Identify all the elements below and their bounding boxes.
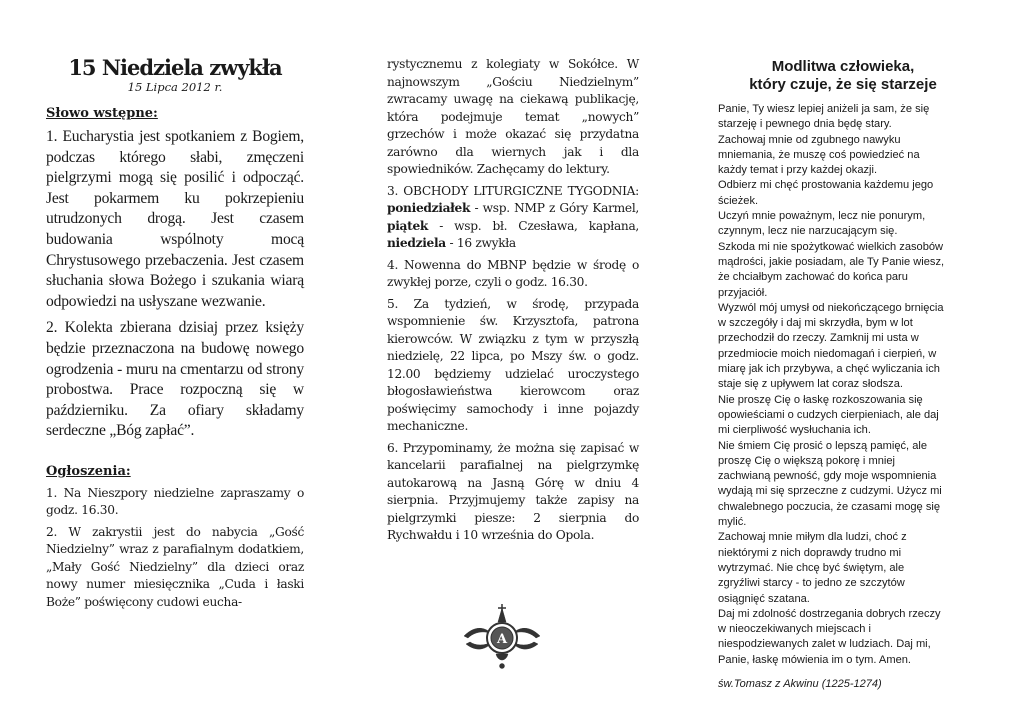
announcement-4: 4. Nowenna do MBNP będzie w środę o zwykłej porze, czyli o godz. 16.30. bbox=[387, 257, 639, 289]
prayer-line: niektórymi z nich doprawdy trudno mi bbox=[718, 546, 902, 559]
day-sunday: niedziela bbox=[387, 236, 446, 250]
prayer-line: w szczegóły i daj mi skrzydła, bym w lot bbox=[718, 317, 913, 330]
prayer-line: przyjaciół. bbox=[718, 286, 768, 299]
prayer-line: mniemania, że muszę coś powiedzieć na bbox=[718, 148, 920, 161]
day-friday: piątek bbox=[387, 218, 429, 233]
intro-paragraph-2: 2. Kolekta zbierana dzisiaj przez księży będzie przeznaczona na budowę nowego ogrodzenia - muru na cmentarzu od strony probostwa. Prace rozpoczną się w październiku. Za ofiary składamy serdeczne „Bóg zapłać”. bbox=[46, 319, 304, 440]
prayer-line: przedmiocie moich niedomagań i cierpień, w bbox=[718, 347, 937, 360]
intro-heading: Słowo wstępne: bbox=[46, 106, 158, 121]
announcement-6: 6. Przypominamy, że można się zapisać w kancelarii parafialnej na pielgrzymkę autokarową na Jasną Górę w dniu 4 sierpnia. Przyjmujemy także zapisy na pielgrzymki piesze: 2 sierpnia do Rychwałdu i 10 września do Opola. bbox=[387, 440, 639, 542]
liturgy-heading: 3. OBCHODY LITURGICZNE TYGODNIA: bbox=[387, 183, 639, 198]
prayer-line: zgryźliwi starcy - to jedno ze szczytów bbox=[718, 577, 905, 590]
prayer-author: św.Tomasz z Akwinu (1225-1274) bbox=[718, 677, 882, 690]
prayer-line: wytrzymać. Nie chcę być świętym, ale bbox=[718, 561, 905, 574]
prayer-line: mylić. bbox=[718, 516, 747, 529]
announcement-2: 2. W zakrystii jest do nabycia „Gość Niedzielny” wraz z parafialnym dodatkiem, „Mały Gość Niedzielny” dla dzieci oraz nowy numer miesięcznika „Cuda i łaski Boże” poświęcony cudowi eucha- bbox=[46, 524, 304, 609]
left-column bbox=[46, 56, 304, 615]
prayer-line: staje się z upływem lat coraz słodsza. bbox=[718, 378, 903, 391]
day-monday: poniedziałek bbox=[387, 201, 471, 215]
right-column bbox=[718, 58, 968, 690]
announcements-heading: Ogłoszenia: bbox=[46, 463, 131, 479]
page-title: 15 Niedziela zwykła bbox=[68, 55, 282, 80]
prayer-line: Nie proszę Cię o łaskę rozkoszowania się bbox=[718, 393, 923, 406]
prayer-line: każdy temat i przy każdej okazji. bbox=[718, 164, 878, 177]
prayer-line: Daj mi zdolność dostrzegania dobrych rzeczy bbox=[718, 607, 941, 620]
page-date: 15 Lipca 2012 r. bbox=[127, 80, 223, 94]
prayer-line: opowieściami o cudzych cierpieniach, ale daj bbox=[718, 408, 939, 421]
prayer-title bbox=[718, 58, 968, 94]
svg-text:A: A bbox=[496, 632, 508, 647]
prayer-line: czynnym, lecz nie narzucającym się. bbox=[718, 225, 898, 238]
intro-paragraph-1: 1. Eucharystia jest spotkaniem z Bogiem, podczas którego słabi, zmęczeni pielgrzymi mogą się posilić i odpocząć. Jest pokarmem ku pokrzepieniu utrudzonych drogą. Jest czasem budowania wspólnoty mocą Chrystusowego przebaczenia. Jest czasem słuchania słowa Bożego i szukania wiarą odpowiedzi na usłyszane wezwanie. bbox=[46, 128, 304, 310]
prayer-line: ścieżek. bbox=[718, 194, 759, 207]
friday-text: - wsp. bł. Czesława, kapłana, bbox=[428, 218, 639, 233]
prayer-line: w nieoczekiwanych miejscach i bbox=[718, 623, 871, 636]
prayer-line: niespodziewanych zalet w ludziach. Daj mi, bbox=[718, 638, 931, 651]
prayer-title-line-2: który czuje, że się starzeje bbox=[749, 76, 937, 93]
prayer-line: Zachowaj mnie miłym dla ludzi, choć z bbox=[718, 531, 907, 544]
announcement-5: 5. Za tydzień, w środę, przypada wspomnienie św. Krzysztofa, patrona kierowców. W związku z tym w przyszłą niedzielę, 22 lipca, po Mszy św. o godz. 12.00 będziemy udzielać uroczystego błogosławieństwa kierowcom oraz poświęcimy samochody i inne pojazdy mechaniczne. bbox=[387, 296, 639, 433]
sunday-text: - 16 zwykła bbox=[445, 236, 516, 250]
prayer-line: przechodził do rzeczy. Zamknij mi usta w bbox=[718, 332, 919, 345]
prayer-line: mądrości, jakie posiadam, ale Ty Panie wiesz, bbox=[718, 255, 945, 268]
prayer-line: Nie śmiem Cię prosić o lepszą pamięć, ale bbox=[718, 439, 928, 452]
prayer-line: Panie, łaskę mówienia im o tym. Amen. bbox=[718, 653, 911, 666]
prayer-line: proszę Cię o większą pokorę i mniej bbox=[718, 454, 895, 467]
prayer-line: starzeję i pewnego dnia będę stary. bbox=[718, 118, 892, 131]
prayer-line: zachwianą pewność, gdy moje wspomnienia bbox=[718, 470, 937, 483]
prayer-line: chwalebnego poczucia, że czasami mogę się bbox=[718, 500, 940, 513]
prayer-line: osiągnięć szatana. bbox=[718, 592, 810, 605]
prayer-line: Uczyń mnie poważnym, lecz nie ponurym, bbox=[718, 210, 926, 223]
prayer-line: Wyzwól mój umysł od niekończącego brnięcia bbox=[718, 301, 944, 314]
prayer-line: mi cierpliwość wysłuchania ich. bbox=[718, 424, 871, 437]
prayer-line: Zachowaj mnie od zgubnego nawyku bbox=[718, 133, 901, 146]
middle-column bbox=[387, 56, 639, 549]
prayer-line: Szkoda mi nie spożytkować wielkich zasobów bbox=[718, 240, 944, 253]
announcement-3 bbox=[387, 183, 639, 253]
prayer-line: Panie, Ty wiesz lepiej aniżeli ja sam, że się bbox=[718, 103, 930, 115]
prayer-line: miarę jak ich przybywa, a chęć wyliczania ich bbox=[718, 363, 940, 376]
prayer-line: Odbierz mi chęć prostowania każdemu jego bbox=[718, 179, 934, 192]
ornament-icon bbox=[462, 600, 542, 672]
prayer-title-line-1: Modlitwa człowieka, bbox=[771, 58, 915, 75]
prayer-line: że chciałbym zachować do końca paru bbox=[718, 271, 908, 284]
prayer-text bbox=[718, 102, 968, 668]
monday-text: - wsp. NMP z Góry Karmel, bbox=[470, 201, 639, 215]
announcement-2-continued: rystycznemu z kolegiaty w Sokółce. W najnowszym „Gościu Niedzielnym” zwracamy uwagę na ciekawą publikację, która podejmuje temat „nowych” grzechów i może okazać się przydatna zarówno dla wiernych jak i dla spowiedników. Zachęcamy do lektury. bbox=[387, 57, 639, 176]
prayer-line: wydają mi się sprzeczne z cudzymi. Użycz mi bbox=[718, 485, 942, 498]
announcement-1: 1. Na Nieszpory niedzielne zapraszamy o godz. 16.30. bbox=[46, 485, 304, 518]
